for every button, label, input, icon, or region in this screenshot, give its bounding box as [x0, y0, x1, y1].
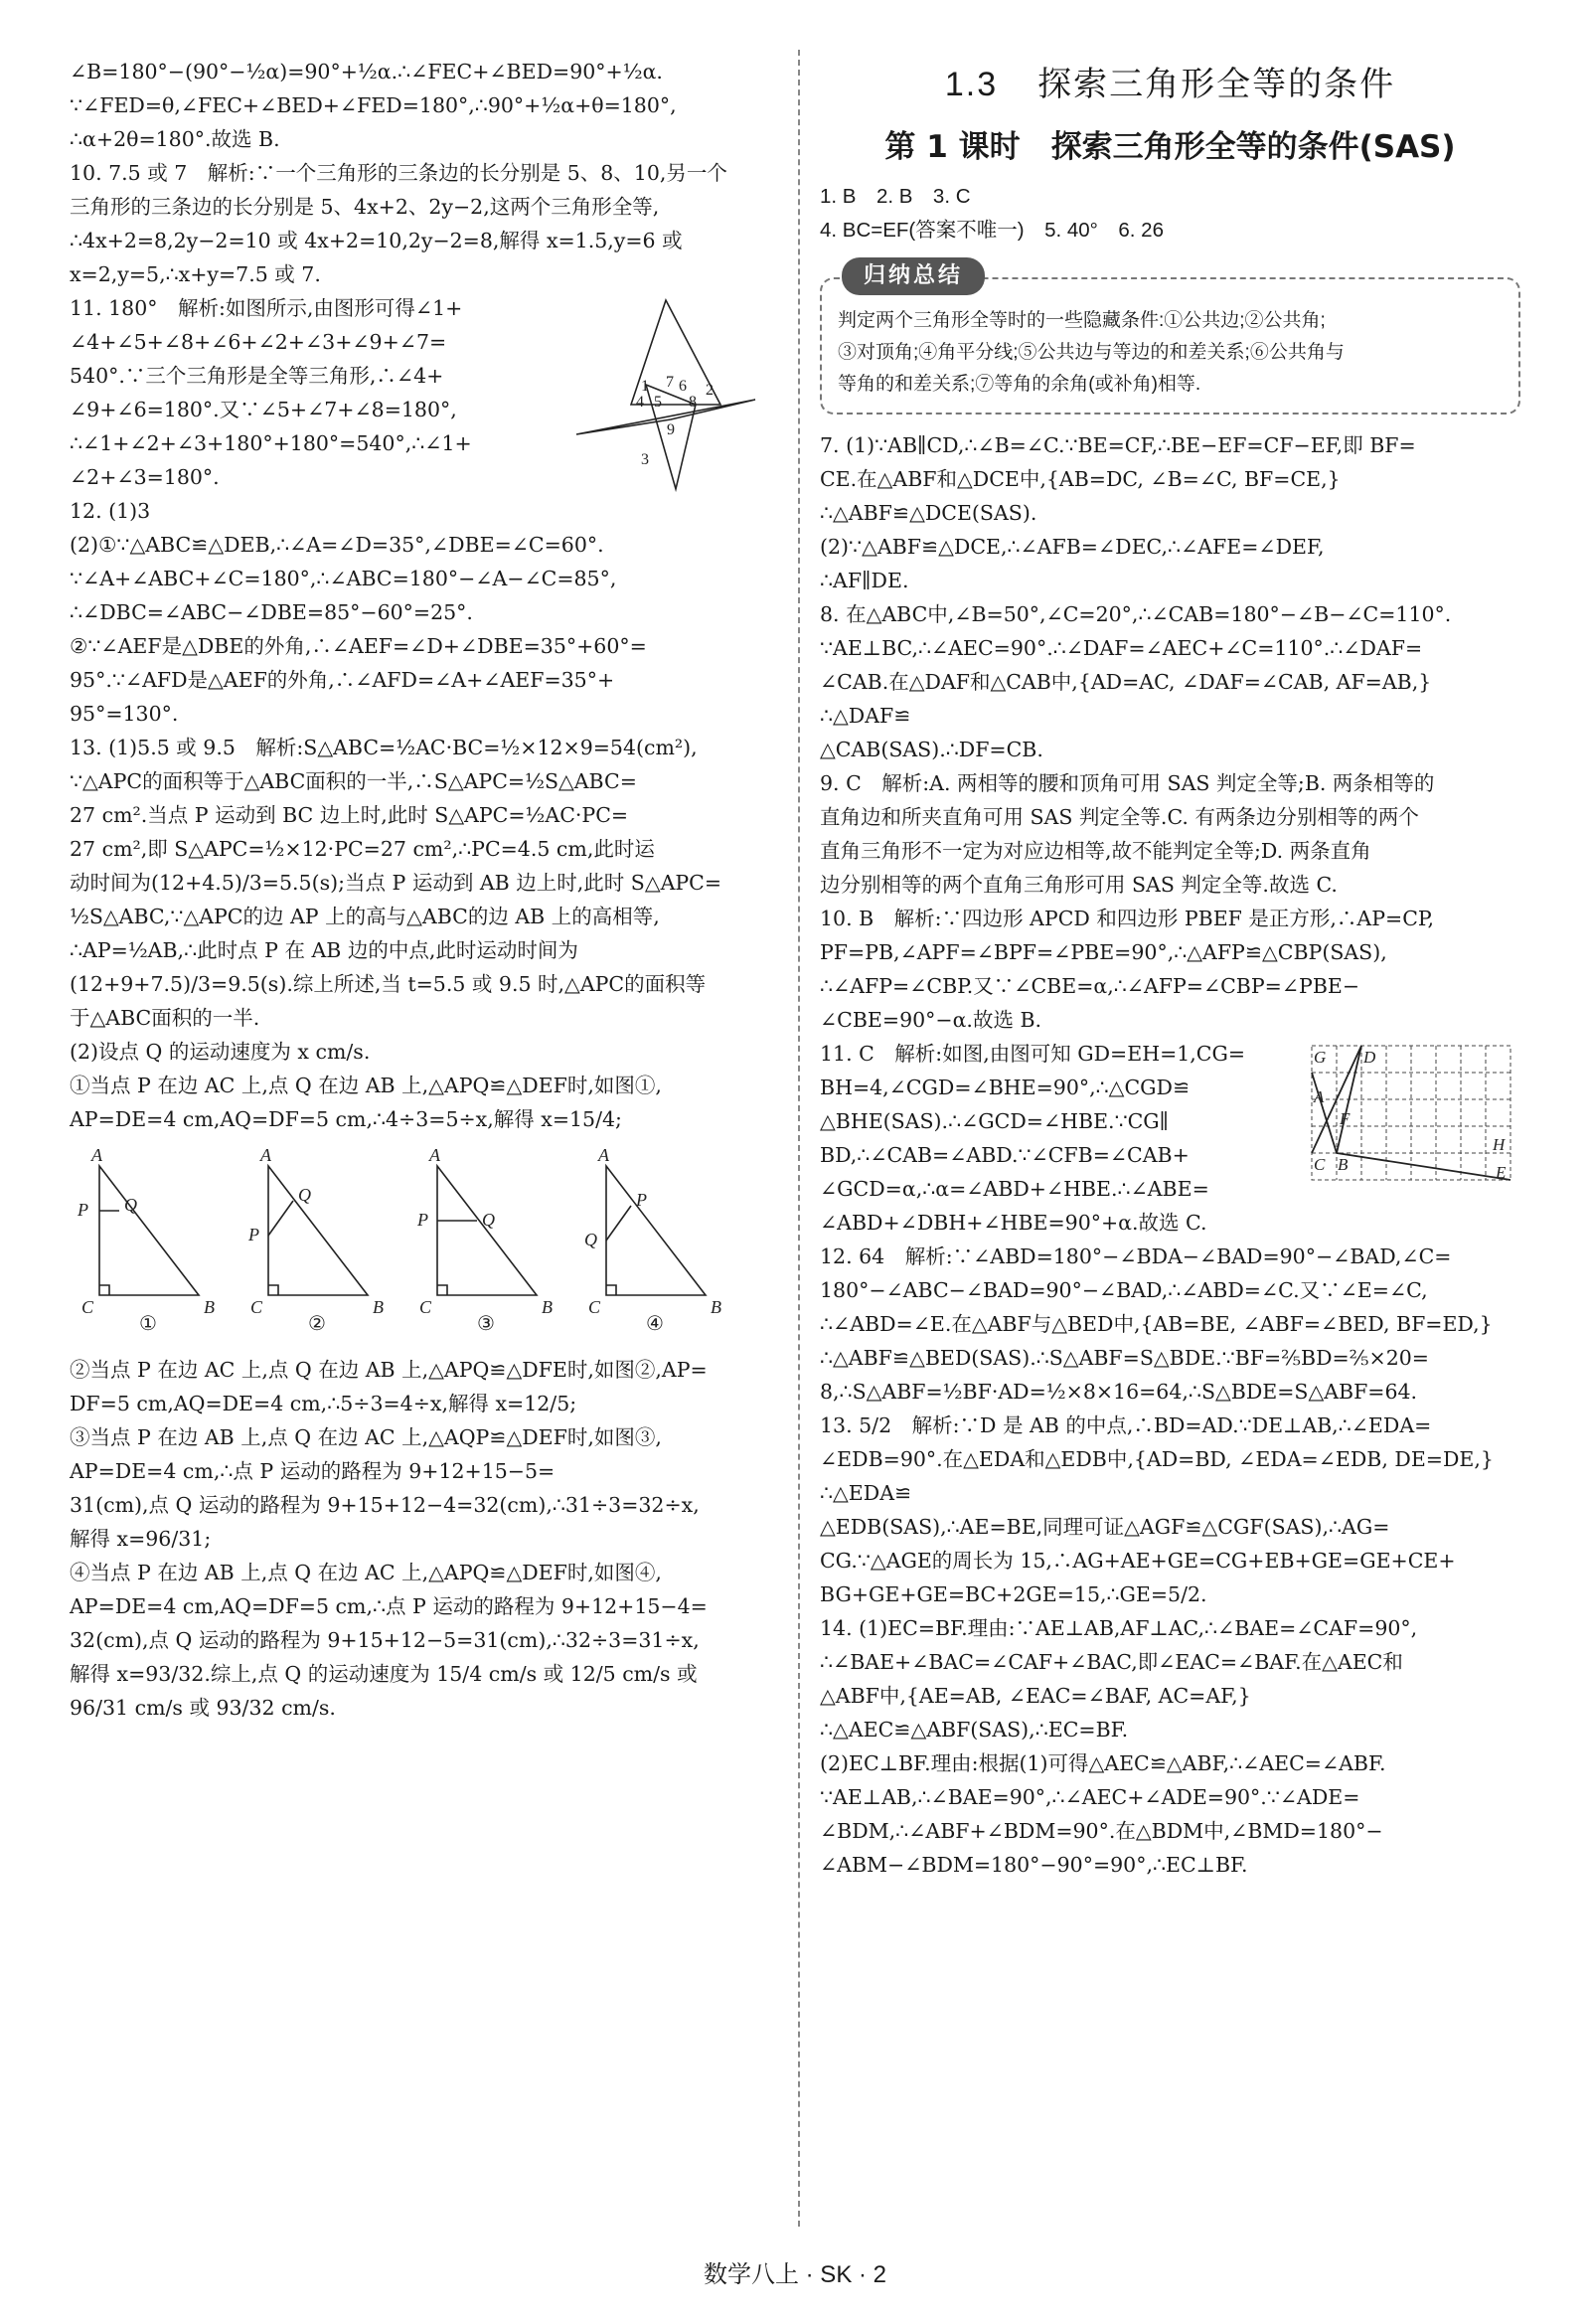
summary-badge: 归纳总结	[842, 257, 985, 295]
text-line: ∴∠AFP=∠CBP.又∵∠CBE=α,∴∠AFP=∠CBP=∠PBE−	[820, 974, 1360, 998]
svg-text:C: C	[588, 1297, 601, 1317]
text-line: ∠BDM,∴∠ABF+∠BDM=90°.在△BDM中,∠BMD=180°−	[820, 1819, 1383, 1843]
svg-text:A: A	[598, 1146, 609, 1165]
text-line: ∠B=180°−(90°−½α)=90°+½α.∴∠FEC+∠BED=90°+½α.	[70, 60, 663, 83]
text-line: (2)EC⊥BF.理由:根据(1)可得△AEC≌△ABF,∴∠AEC=∠ABF.	[820, 1751, 1386, 1775]
text-line: ∴△ABF≌△BED(SAS).∴S△ABF=S△BDE.∵BF=⅖BD=⅖×20=	[820, 1346, 1429, 1370]
svg-text:Q: Q	[584, 1230, 597, 1249]
text-line: DF=5 cm,AQ=DE=4 cm,∴5÷3=4÷x,解得 x=12/5;	[70, 1392, 577, 1415]
text-line: ∵∠A+∠ABC+∠C=180°,∴∠ABC=180°−∠A−∠C=85°,	[70, 567, 617, 590]
svg-text:A: A	[91, 1146, 102, 1165]
q12	[820, 1240, 1520, 1409]
fig-grid-label: D	[1363, 1048, 1376, 1067]
text-line: ∴∠DBC=∠ABC−∠DBE=85°−60°=25°.	[70, 600, 473, 624]
q10	[70, 156, 780, 291]
text-line: 10. B 解析:∵四边形 APCD 和四边形 PBEF 是正方形,∴AP=CP,	[820, 907, 1435, 930]
text-line: ∠2+∠3=180°.	[70, 465, 220, 489]
text-line: 27 cm²,即 S△APC=½×12·PC=27 cm²,∴PC=4.5 cm,此时运	[70, 837, 655, 861]
text-line: △EDB(SAS),∴AE=BE,同理可证△AGF≌△CGF(SAS),∴AG=	[820, 1515, 1390, 1539]
q7	[820, 428, 1520, 597]
text-line: △BHE(SAS).∴∠GCD=∠HBE.∵CG∥	[820, 1109, 1170, 1133]
text-line: BH=4,∠CGD=∠BHE=90°,∴△CGD≌	[820, 1076, 1191, 1099]
page-footer: 数学八上 · SK · 2	[703, 2261, 887, 2288]
text-line: ∴4x+2=8,2y−2=10 或 4x+2=10,2y−2=8,解得 x=1.5,y=6 或	[70, 229, 683, 252]
text-line: ∠GCD=α,∴α=∠ABD+∠HBE.∴∠ABE=	[820, 1177, 1209, 1201]
fig-grid-label: F	[1340, 1109, 1351, 1128]
fig13-label: ①	[139, 1311, 157, 1335]
text-line: PF=PB,∠APF=∠BPF=∠PBE=90°,∴△AFP≌△CBP(SAS),	[820, 940, 1387, 964]
text-line: 三角形的三条边的长分别是 5、4x+2、2y−2,这两个三角形全等,	[70, 195, 660, 219]
fig-grid-label: H	[1493, 1135, 1506, 1154]
text-line: 95°=130°.	[70, 702, 179, 726]
q8	[820, 597, 1520, 766]
text-line: 180°−∠ABC−∠BAD=90°−∠BAD,∴∠ABD=∠C.又∵∠E=∠C,	[820, 1278, 1428, 1302]
text-line: ∠ABM−∠BDM=180°−90°=90°,∴EC⊥BF.	[820, 1853, 1248, 1877]
q11	[820, 1037, 1520, 1240]
text-line: 边分别相等的两个直角三角形可用 SAS 判定全等.故选 C.	[820, 873, 1338, 897]
text-line: ∠9+∠6=180°.又∵∠5+∠7+∠8=180°,	[70, 398, 457, 421]
lesson-title: 第 1 课时 探索三角形全等的条件(SAS)	[884, 129, 1456, 165]
text-line: 8,∴S△ABF=½BF·AD=½×8×16=64,∴S△BDE=S△ABF=64.	[820, 1380, 1418, 1404]
svg-text:B: B	[542, 1297, 553, 1317]
svg-text:C: C	[419, 1297, 432, 1317]
fig11-label: 4	[636, 394, 644, 411]
text-line: 14. (1)EC=BF.理由:∵AE⊥AB,AF⊥AC,∴∠BAE=∠CAF=90°,	[820, 1616, 1418, 1640]
svg-text:A: A	[429, 1146, 440, 1165]
text-line: 13. (1)5.5 或 9.5 解析:S△ABC=½AC·BC=½×12×9=54(cm²),	[70, 736, 698, 759]
svg-text:Q: Q	[124, 1195, 137, 1215]
q11	[70, 291, 780, 494]
section-name: 探索三角形全等的条件	[1037, 66, 1396, 103]
fig11-label: 1	[641, 378, 649, 395]
text-line: 540°.∵三个三角形是全等三角形,∴∠4+	[70, 364, 444, 388]
text-line: ∴AF∥DE.	[820, 569, 909, 592]
q9-continued	[70, 55, 780, 156]
text-line: AP=DE=4 cm,∴点 P 运动的路程为 9+12+15−5=	[70, 1459, 556, 1483]
q9	[820, 766, 1520, 902]
text-line: 于△ABC面积的一半.	[70, 1006, 260, 1030]
q12	[70, 494, 780, 731]
text-line: 95°.∵∠AFD是△AEF的外角,∴∠AFD=∠A+∠AEF=35°+	[70, 668, 615, 692]
svg-text:P: P	[248, 1225, 259, 1245]
left-column	[70, 55, 780, 1725]
fig13-label: ④	[646, 1311, 664, 1335]
fig11-label: 6	[679, 378, 687, 395]
svg-text:P: P	[636, 1190, 647, 1210]
q11-grid-figure	[1302, 1041, 1520, 1190]
text-line: CE.在△ABF和△DCE中,{AB=DC, ∠B=∠C, BF=CE,}∴△ABF≌△DCE(SAS).	[820, 467, 1341, 525]
text-line: AP=DE=4 cm,AQ=DF=5 cm,∴点 P 运动的路程为 9+12+15−4=	[70, 1594, 708, 1618]
text-line: (12+9+7.5)/3=9.5(s).综上所述,当 t=5.5 或 9.5 时,△APC的面积等	[70, 972, 707, 996]
text-line: 13. 5/2 解析:∵D 是 AB 的中点,∴BD=AD.∵DE⊥AB,∴∠EDA=	[820, 1413, 1432, 1437]
fig13-label: ②	[308, 1311, 326, 1335]
text-line: 动时间为(12+4.5)/3=5.5(s);当点 P 运动到 AB 边上时,此时 S△APC=	[70, 871, 722, 895]
text-line: 等角的和差关系;⑦等角的余角(或补角)相等.	[838, 374, 1201, 395]
text-line: △ABF中,{AE=AB, ∠EAC=∠BAF, AC=AF,}∴△AEC≌△ABF(SAS),∴EC=BF.	[820, 1684, 1251, 1742]
q13-figures	[70, 1146, 765, 1335]
text-line: 7. (1)∵AB∥CD,∴∠B=∠C.∵BE=CF,∴BE−EF=CF−EF,即 BF=	[820, 433, 1416, 457]
text-line: ∵△APC的面积等于△ABC面积的一半,∴S△APC=½S△ABC=	[70, 769, 637, 793]
svg-text:P: P	[417, 1210, 428, 1230]
q14	[820, 1611, 1520, 1882]
text-line: CG.∵△AGE的周长为 15,∴AG+AE+GE=CG+EB+GE=GE+CE+	[820, 1549, 1456, 1573]
text-line: ③当点 P 在边 AB 上,点 Q 在边 AC 上,△AQP≌△DEF时,如图③,	[70, 1425, 662, 1449]
text-line: ∴α+2θ=180°.故选 B.	[70, 127, 280, 151]
text-line: ∠CBE=90°−α.故选 B.	[820, 1008, 1042, 1032]
fig11-label: 3	[641, 451, 649, 468]
text-line: 直角三角形不一定为对应边相等,故不能判定全等;D. 两条直角	[820, 839, 1371, 863]
section-number: 1.3	[944, 66, 999, 103]
text-line: ∴AP=½AB,∴此时点 P 在 AB 边的中点,此时运动时间为	[70, 938, 578, 962]
text-line: BG+GE+GE=BC+2GE=15,∴GE=5/2.	[820, 1582, 1207, 1606]
svg-text:A: A	[260, 1146, 271, 1165]
fig11-label: 9	[667, 421, 675, 438]
q10	[820, 902, 1520, 1037]
text-line: 32(cm),点 Q 运动的路程为 9+15+12−5=31(cm),∴32÷3=31÷x,	[70, 1628, 700, 1652]
svg-text:B: B	[373, 1297, 384, 1317]
text-line: ∵∠FED=θ,∠FEC+∠BED+∠FED=180°,∴90°+½α+θ=180°,	[70, 93, 677, 117]
text-line: 31(cm),点 Q 运动的路程为 9+15+12−4=32(cm),∴31÷3=32÷x,	[70, 1493, 700, 1517]
fig13-label: ③	[477, 1311, 495, 1335]
text-line: ∠4+∠5+∠8+∠6+∠2+∠3+∠9+∠7=	[70, 330, 447, 354]
q13	[70, 731, 780, 1136]
fig11-label: 7	[666, 374, 674, 391]
text-line: 9. C 解析:A. 两相等的腰和顶角可用 SAS 判定全等;B. 两条相等的	[820, 771, 1435, 795]
svg-text:B: B	[711, 1297, 721, 1317]
text-line: x=2,y=5,∴x+y=7.5 或 7.	[70, 262, 321, 286]
right-column	[820, 55, 1520, 1882]
fig11-label: 8	[689, 394, 697, 411]
text-line: 11. 180° 解析:如图所示,由图形可得∠1+	[70, 296, 463, 320]
text-line: 直角边和所夹直角可用 SAS 判定全等.C. 有两条边分别相等的两个	[820, 805, 1419, 829]
text-line: ∠CAB.在△DAF和△CAB中,{AD=AC, ∠DAF=∠CAB, AF=AB,}∴△DAF≌	[820, 670, 1432, 728]
svg-text:B: B	[204, 1297, 215, 1317]
text-line: ∴∠BAE+∠BAC=∠CAF+∠BAC,即∠EAC=∠BAF.在△AEC和	[820, 1650, 1403, 1674]
svg-text:P: P	[78, 1200, 88, 1220]
text-line: ∠ABD+∠DBH+∠HBE=90°+α.故选 C.	[820, 1211, 1207, 1235]
text-line: ∵AE⊥BC,∴∠AEC=90°.∴∠DAF=∠AEC+∠C=110°.∴∠DAF=	[820, 636, 1423, 660]
text-line: 12. (1)3	[70, 499, 151, 523]
svg-text:Q: Q	[298, 1185, 311, 1205]
q13	[820, 1409, 1520, 1611]
text-line: ②∵∠AEF是△DBE的外角,∴∠AEF=∠D+∠DBE=35°+60°=	[70, 634, 647, 658]
text-line: 8. 在△ABC中,∠B=50°,∠C=20°,∴∠CAB=180°−∠B−∠C=110°.	[820, 602, 1452, 626]
text-line: 27 cm².当点 P 运动到 BC 边上时,此时 S△APC=½AC·PC=	[70, 803, 629, 827]
text-line: AP=DE=4 cm,AQ=DF=5 cm,∴4÷3=5÷x,解得 x=15/4;	[70, 1107, 622, 1131]
text-line: ½S△ABC,∵△APC的边 AP 上的高与△ABC的边 AB 上的高相等,	[70, 905, 660, 928]
text-line: ∴∠1+∠2+∠3+180°+180°=540°,∴∠1+	[70, 431, 472, 455]
text-line: ④当点 P 在边 AB 上,点 Q 在边 AC 上,△APQ≌△DEF时,如图④,	[70, 1561, 662, 1584]
svg-text:C: C	[81, 1297, 94, 1317]
fig-grid-label: C	[1314, 1155, 1326, 1174]
text-line: 96/31 cm/s 或 93/32 cm/s.	[70, 1696, 336, 1720]
q13-continued	[70, 1353, 780, 1725]
text-line: 12. 64 解析:∵∠ABD=180°−∠BDA−∠BAD=90°−∠BAD,∠C=	[820, 1245, 1452, 1268]
fig-grid-label: A	[1314, 1087, 1325, 1106]
column-divider	[798, 50, 800, 2227]
text-line: 10. 7.5 或 7 解析:∵一个三角形的三条边的长分别是 5、8、10,另一个	[70, 161, 727, 185]
fig11-label: 5	[654, 394, 662, 411]
text-line: ∵AE⊥AB,∴∠BAE=90°,∴∠AEC+∠ADE=90°.∵∠ADE=	[820, 1785, 1360, 1809]
text-line: (2)①∵△ABC≌△DEB,∴∠A=∠D=35°,∠DBE=∠C=60°.	[70, 533, 604, 557]
fig-grid-label: G	[1314, 1048, 1327, 1067]
fig-grid-label: B	[1338, 1155, 1349, 1174]
fig11-label: 2	[706, 382, 714, 399]
text-line: (2)∵△ABF≌△DCE,∴∠AFB=∠DEC,∴∠AFE=∠DEF,	[820, 535, 1325, 559]
text-line: △CAB(SAS).∴DF=CB.	[820, 738, 1043, 761]
text-line: ③对顶角;④角平分线;⑤公共边与等边的和差关系;⑥公共角与	[838, 342, 1345, 363]
fig-grid-label: E	[1496, 1163, 1507, 1182]
text-line: 4. BC=EF(答案不唯一) 5. 40° 6. 26	[820, 219, 1164, 242]
svg-text:Q: Q	[482, 1210, 495, 1230]
text-line: 1. B 2. B 3. C	[820, 185, 971, 208]
text-line: ∠EDB=90°.在△EDA和△EDB中,{AD=BD, ∠EDA=∠EDB, DE=DE,}∴△EDA≌	[820, 1447, 1494, 1505]
text-line: 解得 x=93/32.综上,点 Q 的运动速度为 15/4 cm/s 或 12/5 cm/s 或	[70, 1662, 698, 1686]
quick-answers	[820, 180, 1520, 248]
svg-text:C: C	[250, 1297, 263, 1317]
text-line: ∴∠ABD=∠E.在△ABF与△BED中,{AB=BE, ∠ABF=∠BED, BF=ED,}	[820, 1312, 1493, 1336]
text-line: 解得 x=96/31;	[70, 1527, 212, 1551]
section-title	[820, 55, 1520, 114]
text-line: BD,∴∠CAB=∠ABD.∵∠CFB=∠CAB+	[820, 1143, 1190, 1167]
text-line: 11. C 解析:如图,由图可知 GD=EH=1,CG=	[820, 1042, 1246, 1066]
q11-triangles-figure	[571, 295, 780, 494]
text-line: ①当点 P 在边 AC 上,点 Q 在边 AB 上,△APQ≌△DEF时,如图①,	[70, 1074, 662, 1097]
text-line: ②当点 P 在边 AC 上,点 Q 在边 AB 上,△APQ≌△DFE时,如图②,AP=	[70, 1358, 708, 1382]
text-line: (2)设点 Q 的运动速度为 x cm/s.	[70, 1040, 371, 1064]
summary-box	[820, 263, 1520, 415]
text-line: 判定两个三角形全等时的一些隐藏条件:①公共边;②公共角;	[838, 310, 1326, 331]
